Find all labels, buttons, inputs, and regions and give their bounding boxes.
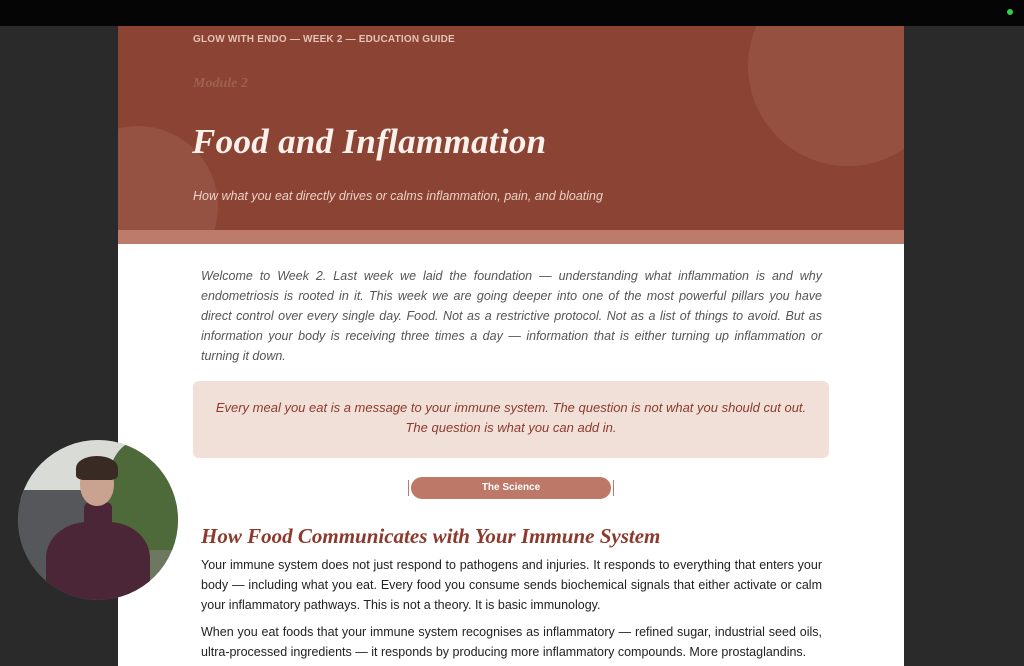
section-label-pill: The Science: [411, 477, 611, 499]
document-page: [118, 26, 904, 666]
hero-header: [118, 26, 904, 230]
presenter-hair: [76, 456, 118, 480]
body-paragraph: Your immune system does not just respond to pathogens and injuries. It responds to everything that enters your body — including what you eat. Every food you consume sends biochemical signals that either activate or calm your inflammatory pathways. This is not a theory. It is basic immunology.: [201, 558, 822, 612]
breadcrumb: GLOW WITH ENDO — WEEK 2 — EDUCATION GUIDE: [193, 34, 455, 45]
body-paragraph: When you eat foods that your immune system recognises as inflammatory — refined sugar, industrial seed oils, ultra-processed ingredients — it responds by producing more inflammatory compounds. More prostaglandins.: [201, 625, 822, 659]
header-band: [118, 230, 904, 244]
page-subtitle: How what you eat directly drives or calms inflammation, pain, and bloating: [193, 189, 603, 203]
section-heading: How Food Communicates with Your Immune System: [201, 524, 661, 548]
module-label: Module 2: [193, 76, 248, 91]
decorative-circle: [748, 26, 904, 166]
recording-indicator-icon: [1007, 9, 1013, 15]
intro-paragraph: Welcome to Week 2. Last week we laid the foundation — understanding what inflammation is and why endometriosis is rooted in it. This week we are going deeper into one of the most powerful pillars you have direct control over every single day. Food. Not as a restrictive protocol. Not as a list of things to avoid. But as information your body is receiving three times a day — information that is either turning up inflammation or turning it down.: [201, 269, 822, 363]
webcam-overlay[interactable]: [18, 440, 178, 600]
presenter-body: [84, 502, 112, 532]
callout-quote: [193, 381, 829, 458]
top-bar: [0, 0, 1024, 26]
presenter-body: [46, 522, 150, 600]
quote-line: Every meal you eat is a message to your immune system. The question is not what you should cut out.: [215, 400, 807, 415]
quote-line: The question is what you can add in.: [405, 420, 617, 435]
page-title: Food and Inflammation: [192, 122, 547, 161]
